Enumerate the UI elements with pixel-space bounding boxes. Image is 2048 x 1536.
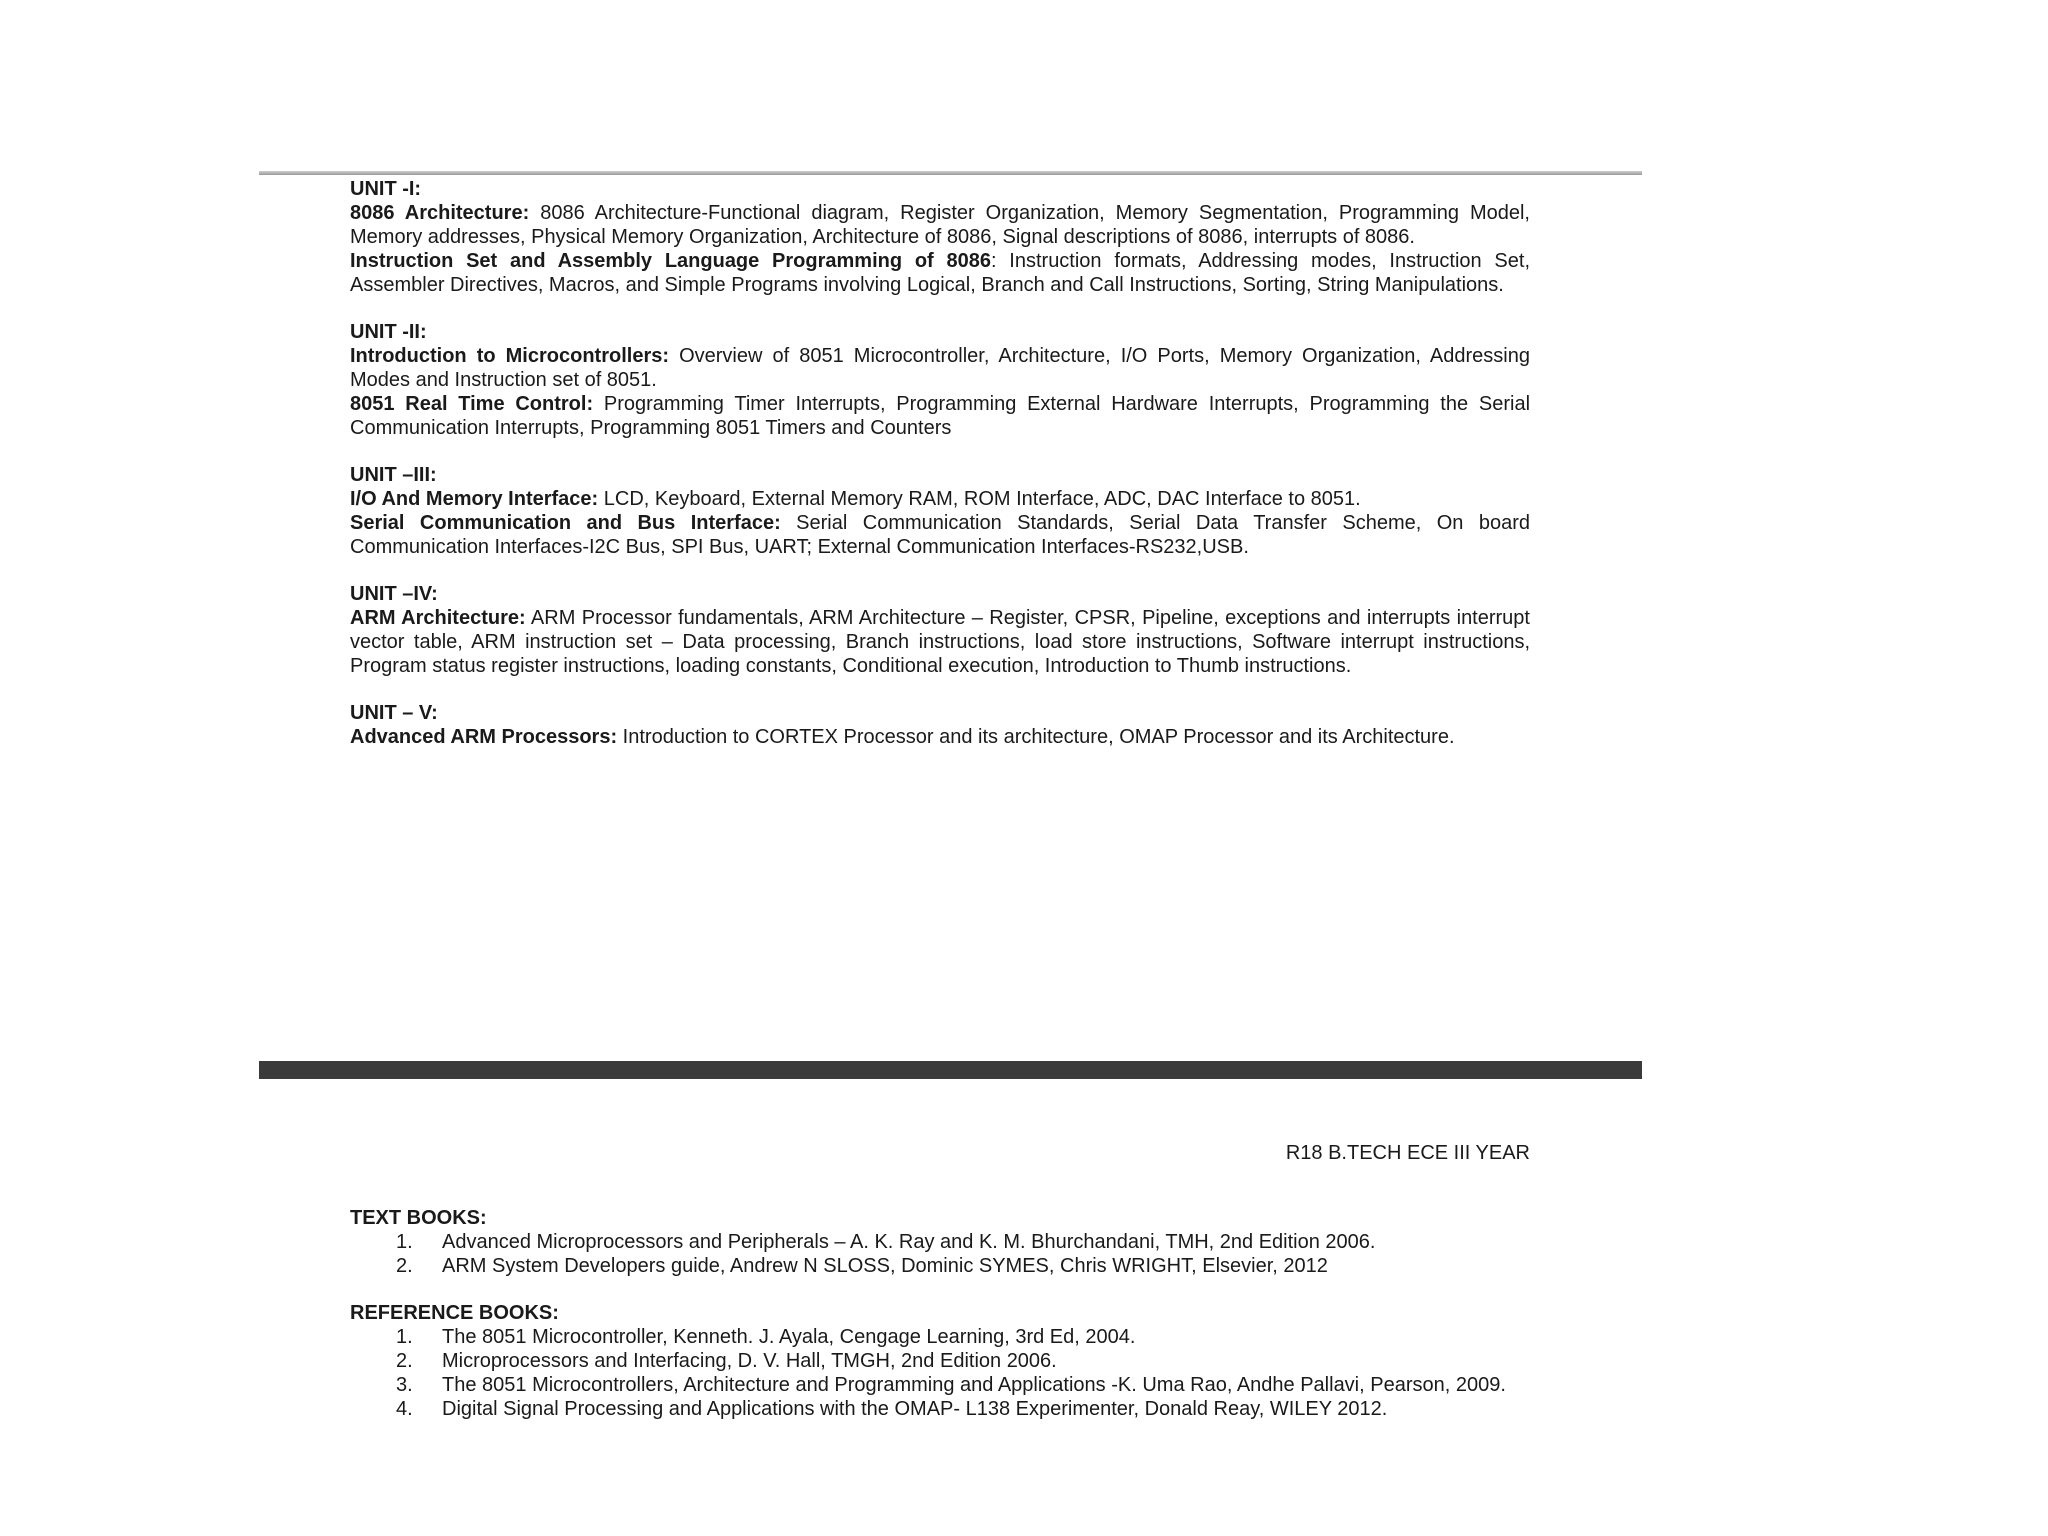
item-number: 1. — [396, 1231, 413, 1253]
list-item — [350, 1230, 1530, 1254]
unit-topic — [350, 606, 1530, 678]
item-text: Microprocessors and Interfacing, D. V. Hall, TMGH, 2nd Edition 2006. — [442, 1350, 1057, 1372]
unit-title: UNIT –IV: — [350, 583, 438, 605]
topic-text: : Instruction formats, Addressing modes, Instruction Set, Assembler Directives, Macros, and Simple Programs involving Logical, Branch and Call Instructions, Sorting, String Manipulations. — [350, 250, 1531, 296]
topic-text: LCD, Keyboard, External Memory RAM, ROM Interface, ADC, DAC Interface to 8051. — [598, 488, 1361, 510]
topic-text: Programming Timer Interrupts, Programming External Hardware Interrupts, Programming the Serial Communication Interrupts, Programming 8051 Timers and Counters — [350, 393, 1531, 439]
item-text: Advanced Microprocessors and Peripherals – A. K. Ray and K. M. Bhurchandani, TMH, 2nd Edition 2006. — [442, 1231, 1376, 1253]
item-text: ARM System Developers guide, Andrew N SLOSS, Dominic SYMES, Chris WRIGHT, Elsevier, 2012 — [442, 1255, 1328, 1277]
page-break-bar — [259, 1061, 1642, 1079]
text-books-list — [350, 1230, 1530, 1278]
topic-text: ARM Processor fundamentals, ARM Architecture – Register, CPSR, Pipeline, exceptions and interrupts interrupt vector table, ARM instruction set – Data processing, Branch instructions, load store instructions, Software interrupt instructions, Program status register instructions, loading constants, Conditional execution, Introduction to Thumb instructions. — [350, 607, 1530, 677]
topic-heading: 8086 Architecture: — [350, 202, 530, 224]
reference-books-list — [350, 1325, 1530, 1421]
unit-4 — [350, 582, 1530, 678]
item-number: 4. — [396, 1398, 413, 1420]
unit-2 — [350, 320, 1530, 440]
unit-topic — [350, 344, 1530, 392]
unit-topic — [350, 249, 1530, 297]
unit-topic — [350, 511, 1530, 559]
topic-text: Serial Communication Standards, Serial Data Transfer Scheme, On board Communication Interfaces-I2C Bus, SPI Bus, UART; External Communication Interfaces-RS232,USB. — [350, 512, 1530, 558]
list-item — [350, 1254, 1530, 1278]
item-text: Digital Signal Processing and Applications with the OMAP- L138 Experimenter, Donald Reay, WILEY 2012. — [442, 1398, 1388, 1420]
unit-title: UNIT -I: — [350, 178, 422, 200]
item-number: 3. — [396, 1374, 413, 1396]
item-text: The 8051 Microcontrollers, Architecture and Programming and Applications -K. Uma Rao, Andhe Pallavi, Pearson, 2009. — [442, 1374, 1506, 1396]
list-item — [350, 1325, 1530, 1349]
list-item — [350, 1373, 1530, 1397]
text-books-title: TEXT BOOKS: — [350, 1207, 487, 1229]
list-item — [350, 1349, 1530, 1373]
page-top-rule — [259, 171, 1642, 175]
topic-heading: I/O And Memory Interface: — [350, 488, 599, 510]
topic-heading: Advanced ARM Processors: — [350, 726, 618, 748]
topic-heading: Introduction to Microcontrollers: — [350, 345, 670, 367]
topic-heading: ARM Architecture: — [350, 607, 526, 629]
books-section — [350, 1206, 1530, 1444]
unit-topic — [350, 725, 1530, 749]
unit-1 — [350, 177, 1530, 297]
topic-heading: Instruction Set and Assembly Language Programming of 8086 — [350, 250, 991, 272]
syllabus-units — [350, 177, 1530, 772]
reference-books-title: REFERENCE BOOKS: — [350, 1302, 559, 1324]
topic-heading: 8051 Real Time Control: — [350, 393, 594, 415]
unit-3 — [350, 463, 1530, 559]
unit-topic — [350, 487, 1530, 511]
topic-text: Introduction to CORTEX Processor and its architecture, OMAP Processor and its Architecture. — [617, 726, 1455, 748]
unit-title: UNIT -II: — [350, 321, 427, 343]
unit-5 — [350, 701, 1530, 749]
topic-heading: Serial Communication and Bus Interface: — [350, 512, 781, 534]
topic-text: 8086 Architecture-Functional diagram, Register Organization, Memory Segmentation, Programming Model, Memory addresses, Physical Memory Organization, Architecture of 8086, Signal descriptions of 8086, interrupts of 8086. — [350, 202, 1530, 248]
topic-text: Overview of 8051 Microcontroller, Architecture, I/O Ports, Memory Organization, Addressing Modes and Instruction set of 8051. — [350, 345, 1530, 391]
list-item — [350, 1397, 1530, 1421]
unit-topic — [350, 201, 1530, 249]
item-number: 1. — [396, 1326, 413, 1348]
item-number: 2. — [396, 1255, 413, 1277]
unit-title: UNIT – V: — [350, 702, 438, 724]
item-number: 2. — [396, 1350, 413, 1372]
item-text: The 8051 Microcontroller, Kenneth. J. Ayala, Cengage Learning, 3rd Ed, 2004. — [442, 1326, 1136, 1348]
page-header: R18 B.TECH ECE III YEAR — [1285, 1142, 1530, 1164]
unit-title: UNIT –III: — [350, 464, 437, 486]
unit-topic — [350, 392, 1530, 440]
